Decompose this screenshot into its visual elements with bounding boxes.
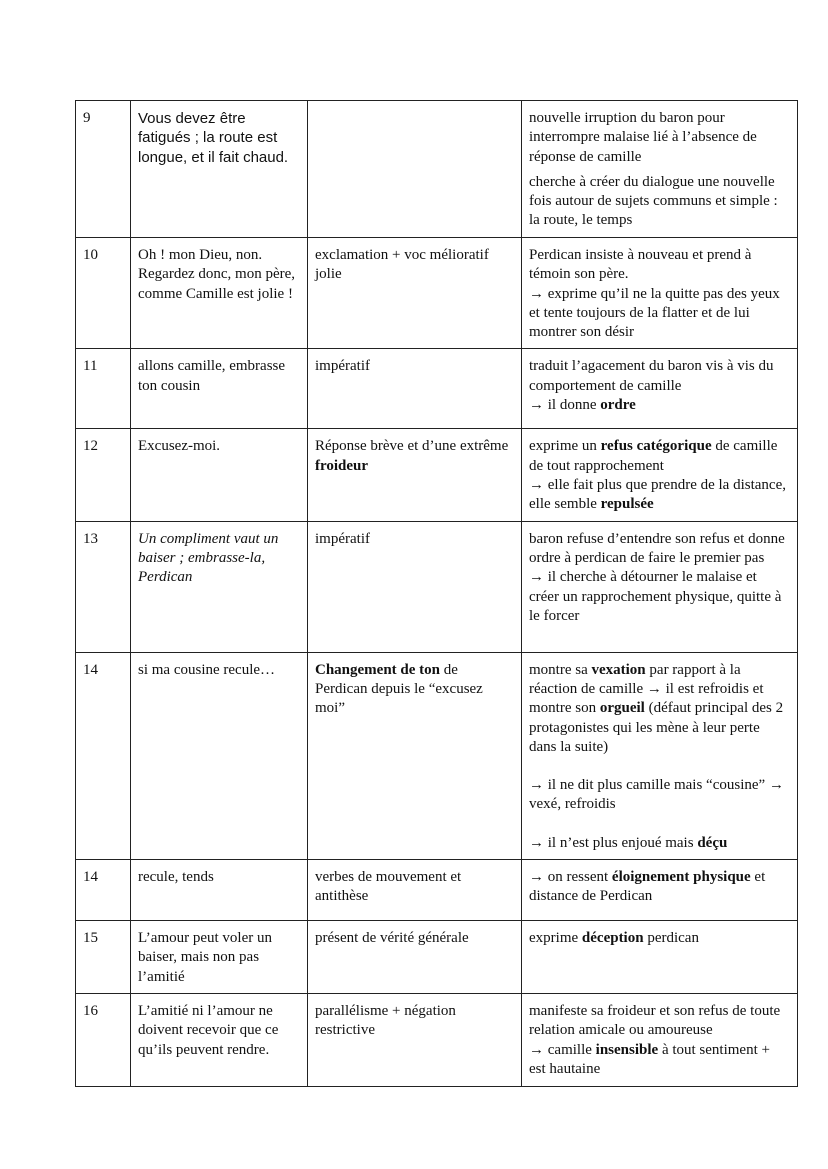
analysis-paragraph: Perdican insiste à nouveau et prend à témoin son père. bbox=[529, 247, 752, 283]
process-cell bbox=[308, 101, 522, 238]
emphasis-text: déception bbox=[581, 930, 644, 947]
line-number-cell: 16 bbox=[76, 993, 131, 1086]
analysis-paragraph: baron refuse d’entendre son refus et donne ordre à perdican de faire le premier pas bbox=[529, 530, 785, 566]
emphasis-text: ordre bbox=[600, 397, 636, 414]
analysis-paragraph bbox=[529, 437, 790, 476]
analysis-cell bbox=[522, 349, 798, 429]
quote-cell: L’amour peut voler un baiser, mais non pas l’amitié bbox=[131, 921, 308, 994]
quote-cell: recule, tends bbox=[131, 860, 308, 921]
analysis-cell bbox=[522, 993, 798, 1086]
table-row bbox=[76, 238, 798, 349]
quote-cell: Vous devez être fatigués ; la route est longue, et il fait chaud. bbox=[131, 101, 308, 238]
emphasis-text: éloignement physique bbox=[611, 869, 751, 886]
analysis-cell bbox=[522, 521, 798, 652]
analysis-text: exprime bbox=[529, 930, 582, 947]
process-text: Réponse brève et d’une extrême bbox=[315, 438, 509, 455]
analysis-paragraph bbox=[529, 476, 790, 515]
analysis-table bbox=[75, 100, 798, 1087]
process-cell: verbes de mouvement et antithèse bbox=[308, 860, 522, 921]
table-row bbox=[76, 429, 798, 521]
quote-cell: si ma cousine recule… bbox=[131, 652, 308, 859]
analysis-paragraph bbox=[529, 396, 790, 415]
process-cell bbox=[308, 652, 522, 859]
emphasis-text: froideur bbox=[315, 457, 369, 474]
line-number-cell: 11 bbox=[76, 349, 131, 429]
quote-cell: Excusez-moi. bbox=[131, 429, 308, 521]
analysis-paragraph: cherche à créer du dialogue une nouvelle fois autour de sujets communs et simple : la route, le temps bbox=[529, 173, 778, 229]
analysis-cell bbox=[522, 238, 798, 349]
analysis-text: → camille bbox=[529, 1041, 596, 1058]
analysis-text: montre sa bbox=[529, 661, 592, 678]
analysis-paragraph: → il cherche à détourner le malaise et créer un rapprochement physique, quitte à le forcer bbox=[529, 569, 782, 624]
table-row bbox=[76, 652, 798, 859]
process-text: de Perdican depuis le “excusez moi” bbox=[315, 661, 483, 717]
analysis-text: → il n’est plus enjoué mais bbox=[529, 834, 698, 851]
analysis-text: et distance de Perdican bbox=[529, 869, 766, 905]
process-cell: exclamation + voc mélioratif jolie bbox=[308, 238, 522, 349]
emphasis-text: vexation bbox=[591, 661, 646, 678]
process-cell: parallélisme + négation restrictive bbox=[308, 993, 522, 1086]
emphasis-text: insensible bbox=[595, 1041, 659, 1058]
line-number-cell: 12 bbox=[76, 429, 131, 521]
table-row bbox=[76, 101, 798, 238]
analysis-paragraph: → il ne dit plus camille mais “cousine” → vexé, refroidis bbox=[529, 777, 784, 813]
emphasis-text: repulsée bbox=[600, 496, 654, 513]
line-number-cell: 14 bbox=[76, 652, 131, 859]
analysis-text: perdican bbox=[643, 930, 699, 947]
line-number-cell: 14 bbox=[76, 860, 131, 921]
line-number-cell: 10 bbox=[76, 238, 131, 349]
analysis-cell bbox=[522, 429, 798, 521]
table-row bbox=[76, 921, 798, 994]
table-row bbox=[76, 993, 798, 1086]
quote-cell: L’amitié ni l’amour ne doivent recevoir que ce qu’ils peuvent rendre. bbox=[131, 993, 308, 1086]
table-row bbox=[76, 860, 798, 921]
analysis-text: (défaut principal des 2 protagonistes qui les mène à leur perte dans la suite) bbox=[529, 700, 784, 755]
table-row bbox=[76, 349, 798, 429]
analysis-paragraph bbox=[529, 1041, 790, 1080]
process-cell: impératif bbox=[308, 521, 522, 652]
analysis-text: à tout sentiment + est hautaine bbox=[529, 1041, 770, 1077]
analysis-text: → on ressent bbox=[529, 869, 612, 886]
analysis-paragraph: traduit l’agacement du baron vis à vis du comportement de camille bbox=[529, 358, 774, 394]
analysis-text: de camille de tout rapprochement bbox=[529, 438, 778, 474]
analysis-text: exprime un bbox=[529, 438, 601, 455]
emphasis-text: orgueil bbox=[599, 700, 645, 717]
analysis-paragraph bbox=[529, 834, 790, 853]
quote-cell: Un compliment vaut un baiser ; embrasse-la, Perdican bbox=[131, 521, 308, 652]
quote-cell: Oh ! mon Dieu, non. Regardez donc, mon père, comme Camille est jolie ! bbox=[131, 238, 308, 349]
analysis-cell bbox=[522, 921, 798, 994]
line-number-cell: 13 bbox=[76, 521, 131, 652]
analysis-text: par rapport à la réaction de camille → il est refroidis et montre son bbox=[529, 661, 764, 717]
process-cell: impératif bbox=[308, 349, 522, 429]
analysis-text: → il donne bbox=[529, 397, 601, 414]
analysis-paragraph bbox=[529, 661, 790, 757]
process-cell bbox=[308, 429, 522, 521]
analysis-cell bbox=[522, 860, 798, 921]
line-number-cell: 15 bbox=[76, 921, 131, 994]
quote-cell: allons camille, embrasse ton cousin bbox=[131, 349, 308, 429]
process-cell: présent de vérité générale bbox=[308, 921, 522, 994]
analysis-paragraph: nouvelle irruption du baron pour interrompre malaise lié à l’absence de réponse de camille bbox=[529, 110, 757, 165]
analysis-cell bbox=[522, 101, 798, 238]
emphasis-text: refus catégorique bbox=[600, 438, 712, 455]
emphasis-text: déçu bbox=[697, 834, 728, 851]
analysis-text: → elle fait plus que prendre de la distance, elle semble bbox=[529, 477, 786, 513]
table-row bbox=[76, 521, 798, 652]
analysis-paragraph: manifeste sa froideur et son refus de toute relation amicale ou amoureuse bbox=[529, 1002, 781, 1039]
analysis-paragraph: → exprime qu’il ne la quitte pas des yeux et tente toujours de la flatter et de lui montrer son désir bbox=[529, 285, 780, 341]
emphasis-text: Changement de ton bbox=[315, 661, 441, 678]
line-number-cell: 9 bbox=[76, 101, 131, 238]
analysis-cell bbox=[522, 652, 798, 859]
